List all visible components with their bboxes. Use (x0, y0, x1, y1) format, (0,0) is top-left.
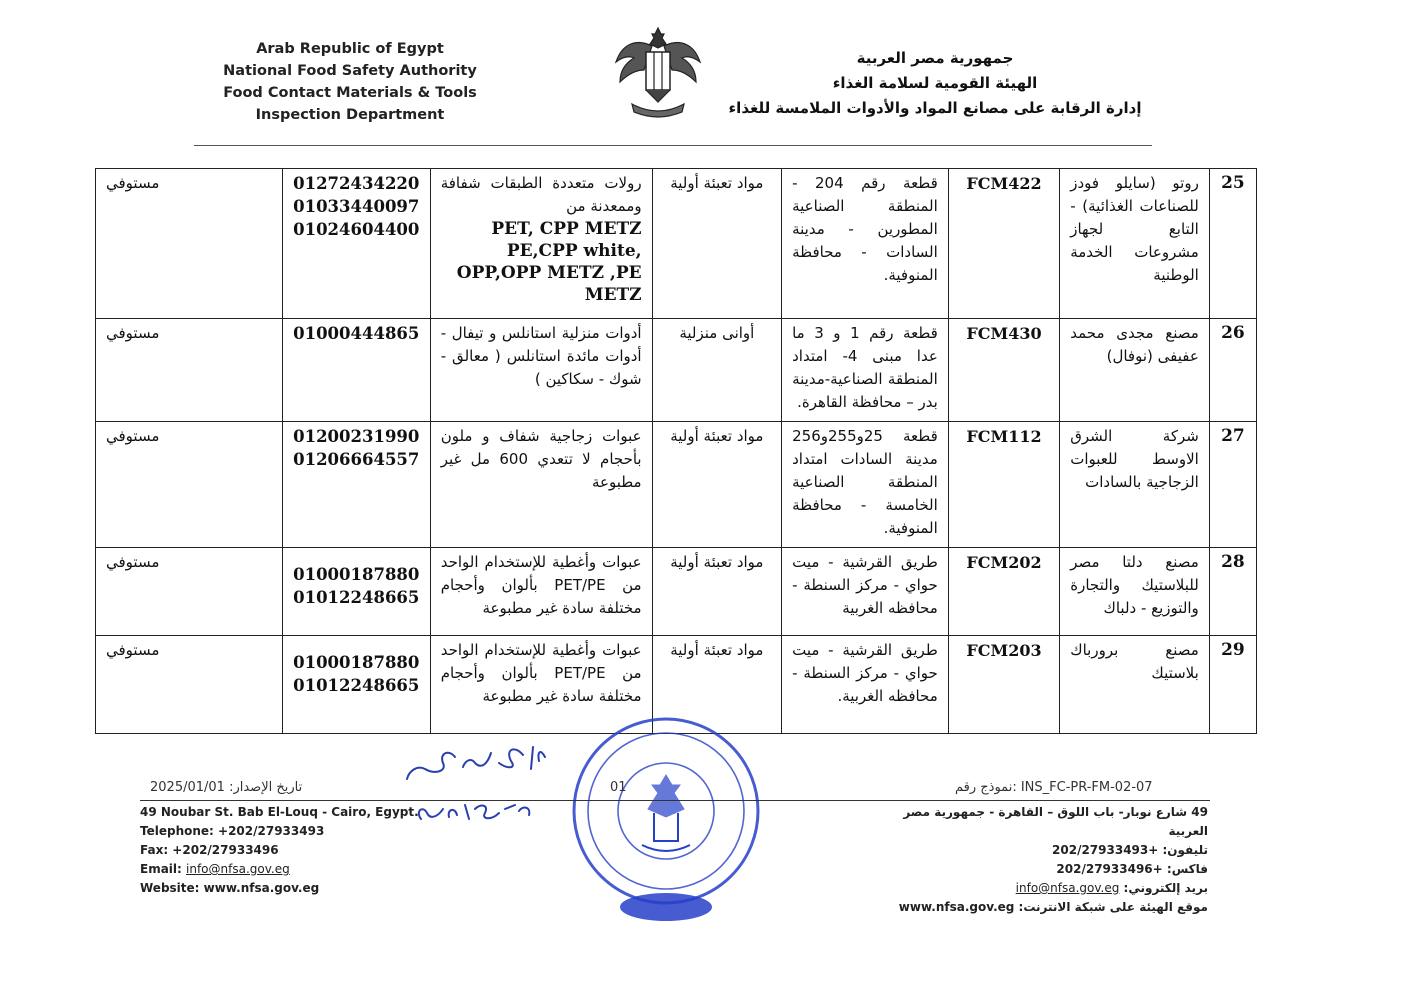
header-ar-line: إدارة الرقابة على مصانع المواد والأدوات الملامسة للغذاء (728, 99, 1142, 117)
phone-number: 01200231990 (293, 427, 420, 446)
email-link-ar[interactable]: info@nfsa.gov.eg (1015, 881, 1120, 895)
factory-address: قطعة رقم 1 و 3 ما عدا مبنى 4- امتداد المنطقة الصناعية-مدينة بدر – محافظة القاهرة. (782, 319, 949, 422)
status-cell: مستوفي (96, 548, 283, 636)
table-row (96, 319, 1257, 422)
email-label-ar: بريد إلكتروني: (1119, 881, 1208, 895)
phone-number: 01012248665 (293, 588, 420, 607)
factory-name: مصنع برورباك بلاستيك (1060, 636, 1210, 734)
header-arabic (725, 46, 1145, 121)
official-stamp-icon (562, 713, 770, 923)
activity-type: مواد تعبئة أولية (652, 422, 782, 548)
products-cell: عبوات وأغطية للإستخدام الواحد من PET/PE بألوان وأحجام مختلفة سادة غير مطبوعة (430, 548, 652, 636)
footer-website[interactable]: Website: www.nfsa.gov.eg (140, 881, 320, 895)
factory-address: طريق القرشية - ميت حواي - مركز السنطة - محافظه الغربية (782, 548, 949, 636)
footer-address: 49 Noubar St. Bab El-Louq - Cairo, Egypt. (140, 805, 419, 819)
footer-telephone: Telephone: +202/27933493 (140, 824, 325, 838)
handwritten-signature (395, 735, 570, 840)
factory-name: شركة الشرق الاوسط للعبوات الزجاجية بالسادات (1060, 422, 1210, 548)
row-number: 25 (1209, 169, 1256, 319)
products-material: OPP,OPP METZ ,PE (456, 263, 642, 283)
activity-type: أوانى منزلية (652, 319, 782, 422)
phones-cell (282, 422, 430, 548)
products-text: رولات متعددة الطبقات شفافة وممعدنة من (440, 174, 642, 215)
phone-number: 01000187880 (293, 565, 420, 584)
factory-address: طريق القرشية - ميت حواي - مركز السنطة - محافظه الغربية. (782, 636, 949, 734)
header-divider (194, 145, 1152, 146)
header-en-line: National Food Safety Authority (223, 63, 477, 79)
footer-email-line (140, 860, 419, 879)
page-number: 01 (610, 780, 627, 795)
form-number: نموذج رقم: INS_FC-PR-FM-02-07 (955, 780, 1153, 795)
footer-fax: Fax: +202/27933496 (140, 843, 279, 857)
registration-code: FCM203 (948, 636, 1059, 734)
row-number: 27 (1209, 422, 1256, 548)
products-material: METZ (584, 285, 642, 305)
header-ar-line: الهيئة القومية لسلامة الغذاء (832, 74, 1038, 92)
eagle-emblem-icon (612, 22, 704, 122)
footer-email-line-ar (878, 879, 1208, 898)
footer-contact-arabic (878, 803, 1208, 917)
factory-address: قطعة رقم 204 - المنطقة الصناعية المطورين - مدينة السادات - محافظة المنوفية. (782, 169, 949, 319)
activity-type: مواد تعبئة أولية (652, 636, 782, 734)
phone-number: 01000187880 (293, 653, 420, 672)
status-cell: مستوفي (96, 319, 283, 422)
products-material: PET, CPP METZ (491, 219, 642, 239)
footer-website-ar[interactable]: موقع الهيئة على شبكة الانترنت: www.nfsa.gov.eg (898, 900, 1208, 914)
header-ar-line: جمهورية مصر العربية (856, 49, 1014, 67)
footer-fax-ar: فاكس: +202/27933496 (1056, 862, 1208, 876)
registration-code: FCM202 (948, 548, 1059, 636)
header-en-line: Inspection Department (255, 107, 445, 123)
row-number: 29 (1209, 636, 1256, 734)
row-number: 28 (1209, 548, 1256, 636)
table-row (96, 548, 1257, 636)
phone-number: 01000444865 (293, 324, 420, 343)
phone-number: 01272434220 (293, 174, 420, 193)
table-row (96, 422, 1257, 548)
products-cell (430, 169, 652, 319)
registration-code: FCM422 (948, 169, 1059, 319)
phones-cell (282, 636, 430, 734)
footer-divider (140, 800, 1210, 801)
phone-number: 01206664557 (293, 450, 420, 469)
factory-name: مصنع دلتا مصر للبلاستيك والتجارة والتوزيع - دلباك (1060, 548, 1210, 636)
phones-cell (282, 169, 430, 319)
status-cell: مستوفي (96, 169, 283, 319)
email-label: Email: (140, 862, 187, 876)
factory-address: قطعة 25و255و256 مدينة السادات امتداد المنطقة الصناعية الخامسة - محافظة المنوفية. (782, 422, 949, 548)
registration-code: FCM112 (948, 422, 1059, 548)
phones-cell (282, 548, 430, 636)
products-cell: عبوات زجاجية شفاف و ملون بأحجام لا تتعدي 600 مل غير مطبوعة (430, 422, 652, 548)
footer-contact-english (140, 803, 419, 898)
factory-name: مصنع مجدى محمد عفيفى (نوفال) (1060, 319, 1210, 422)
footer-telephone-ar: تليفون: +202/27933493 (1052, 843, 1208, 857)
products-cell: عبوات وأغطية للإستخدام الواحد من PET/PE بألوان وأحجام مختلفة سادة غير مطبوعة (430, 636, 652, 734)
header-en-line: Arab Republic of Egypt (256, 41, 444, 57)
row-number: 26 (1209, 319, 1256, 422)
phone-number: 01012248665 (293, 676, 420, 695)
products-material: PE,CPP white, (506, 241, 642, 261)
products-cell: أدوات منزلية استانلس و تيفال - أدوات مائدة استانلس ( معالق - شوك - سكاكين ) (430, 319, 652, 422)
phone-number: 01024604400 (293, 220, 420, 239)
status-cell: مستوفي (96, 636, 283, 734)
footer-address-ar: 49 شارع نوبار- باب اللوق – القاهرة - جمهورية مصر العربية (903, 805, 1208, 838)
header-en-line: Food Contact Materials & Tools (223, 85, 477, 101)
phones-cell (282, 319, 430, 422)
status-cell: مستوفي (96, 422, 283, 548)
header-english (200, 38, 500, 126)
registration-code: FCM430 (948, 319, 1059, 422)
factory-name: روتو (سايلو فودز للصناعات الغذائية) - التابع لجهاز مشروعات الخدمة الوطنية (1060, 169, 1210, 319)
phone-number: 01033440097 (293, 197, 420, 216)
issue-date: تاريخ الإصدار: 2025/01/01 (150, 780, 303, 795)
email-link[interactable]: info@nfsa.gov.eg (186, 862, 290, 876)
activity-type: مواد تعبئة أولية (652, 169, 782, 319)
table-row (96, 169, 1257, 319)
activity-type: مواد تعبئة أولية (652, 548, 782, 636)
factories-table (95, 168, 1257, 734)
